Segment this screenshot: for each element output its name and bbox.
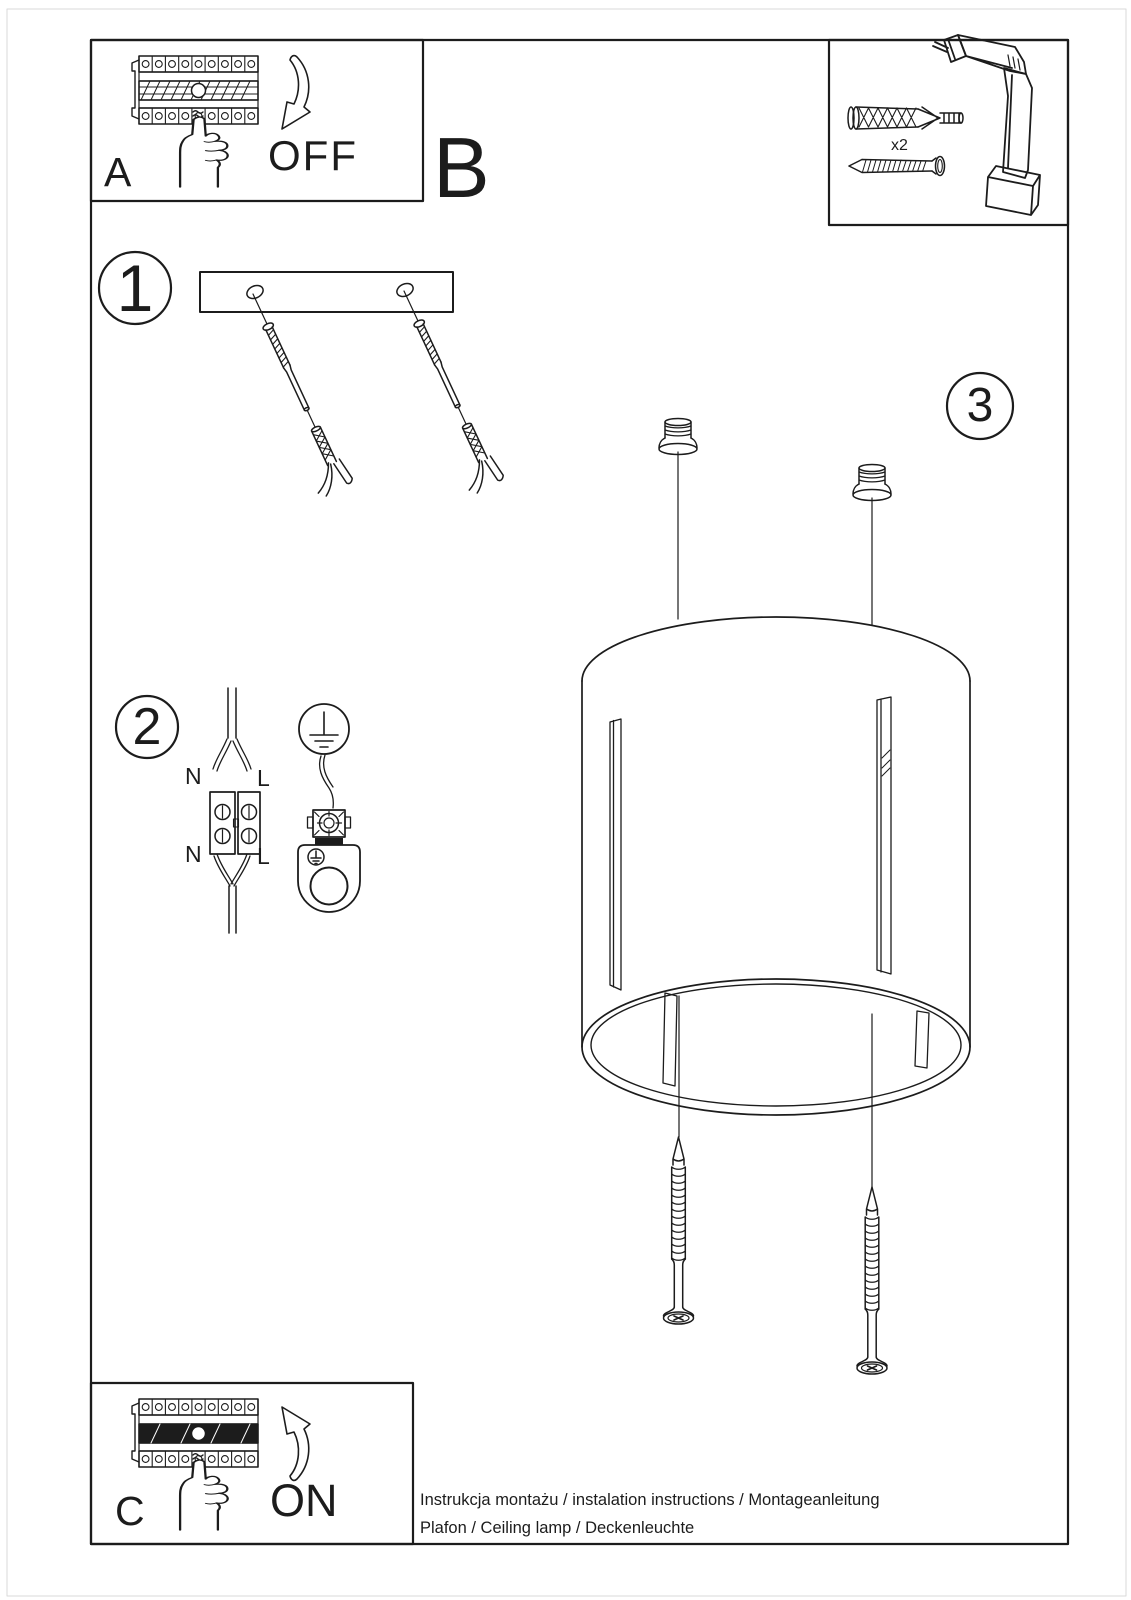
on-label: ON [270,1475,338,1526]
panel-b-label: B [433,121,490,216]
neutral-bottom-label: N [185,841,202,867]
footer-title-line1: Instrukcja montażu / instalation instructions / Montageanleitung [420,1491,880,1509]
earth-symbol-icon [299,704,349,754]
pointing-hand-icon [180,117,228,187]
step2-number: 2 [132,698,162,756]
anchor-assembly-icon [230,289,354,499]
anchor-assembly-icon [381,286,505,496]
wall-plug-icon [848,107,963,129]
mounting-screw-icon [857,1187,887,1374]
tools-box [848,35,1040,215]
cap-nut-icon [659,419,697,455]
pointing-hand-icon [180,1460,228,1530]
step3-number: 3 [966,379,994,432]
lamp-cylinder [582,617,970,1115]
neutral-top-label: N [185,763,202,789]
drill-icon [933,35,1040,215]
mounting-bracket [200,272,453,312]
assembly-axis-line [678,452,872,625]
mounting-screw-icon [664,1137,694,1324]
cap-nut-icon [853,465,891,501]
off-label: OFF [268,132,358,179]
panel-c-label: C [115,1488,145,1534]
panel-a-label: A [104,149,132,195]
box-a-frame [91,40,423,201]
live-top-label: L [257,765,270,791]
footer-title-line2: Plafon / Ceiling lamp / Deckenleuchte [420,1519,695,1537]
bracket-hole [395,281,415,299]
arrow-on-icon [282,1407,310,1480]
step3-drawing [582,373,1013,1374]
screw-icon [849,157,945,176]
arrow-off-icon [282,56,310,129]
terminal-wiring [210,688,260,933]
assembly-axis-line [679,996,872,1187]
step1-number: 1 [116,251,154,325]
live-bottom-label: L [257,843,270,869]
quantity-label: x2 [891,137,908,154]
ground-terminal [298,755,360,912]
